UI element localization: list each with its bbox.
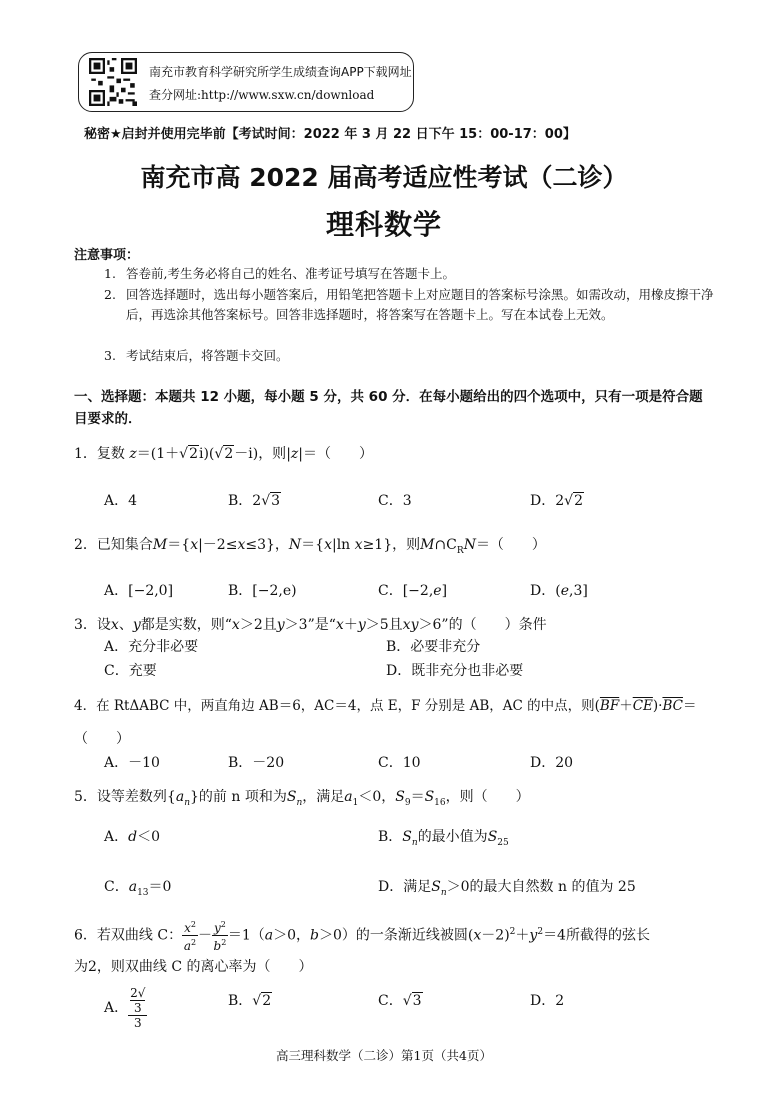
exam-subject: 理科数学 (325, 208, 442, 241)
q1-option-c: C．3 (378, 493, 412, 509)
q4-option-b: B．－20 (228, 755, 285, 771)
q2-option-b: B．[−2,e) (228, 583, 297, 599)
qr-code-icon (89, 58, 137, 106)
q3-option-c: C．充要 (104, 663, 157, 679)
exam-title: 南充市高 2022 届高考适应性考试（二诊） (140, 163, 628, 192)
q1-option-d: D．2√2 (530, 493, 583, 509)
q1-option-b: B．2√3 (228, 493, 281, 509)
q2-option-a: A．[−2,0] (104, 583, 174, 599)
q4-answer-blank: （ ） (74, 731, 130, 747)
score-query-url[interactable]: 查分网址:http://www.sxw.cn/download (149, 88, 375, 102)
q4-option-c: C．10 (378, 755, 421, 771)
q5-option-c: C．$a_{13}=0$ (104, 879, 172, 898)
q5-option-d: D．满足$S_n>0$的最大自然数 n 的值为 25 (378, 879, 636, 898)
q1-option-a: A．4 (104, 493, 138, 509)
q6-option-c: C．√3 (378, 993, 422, 1009)
page-footer: 高三理科数学（二诊）第1页（共4页） (276, 1048, 492, 1063)
q6-option-a: A． 2√ 3 3 (104, 986, 146, 1030)
q4-option-d: D．20 (530, 755, 574, 771)
question-6-line2: 为2，则双曲线 C 的离心率为（ ） (74, 959, 313, 975)
q6-option-d: D．2 (530, 993, 565, 1009)
q3-option-b: B．必要非充分 (386, 639, 481, 655)
exam-time-line: 秘密★启封并使用完毕前【考试时间：2022 年 3 月 22 日下午 15：00-17：00】 (84, 127, 576, 142)
q3-option-d: D．既非充分也非必要 (386, 663, 524, 679)
question-1: 1．复数 z＝(1＋√2i)(√2－i)，则|z|＝（ ） (74, 446, 374, 462)
question-5: 5．设等差数列$\{a_n\}$的前 n 项和为$S_n$，满足$a_1<0$，$S_9=S_{16}$，则（ ） (74, 789, 530, 808)
q4-option-a: A．－10 (104, 755, 160, 771)
question-6: 6．若双曲线 C： $\frac{x^2}{a^2}$ － $\frac{y^2}{b^2}$ ＝1（a＞0，b＞0）的一条渐近线被圆$(x-2)^2+y^2=4$所截得的弦长 (74, 920, 650, 953)
question-3: 3．设x、y都是实数，则“x＞2且y＞3”是“x＋y＞5且xy＞6”的（ ）条件 (74, 617, 547, 633)
question-2: 2．已知集合M＝{x|－2≤x≤3}，N＝{x|ln x≥1}，则$M\cap C_RN=$（ ） (74, 537, 546, 556)
q3-option-a: A．充分非必要 (104, 639, 199, 655)
q5-option-a: A．d＜0 (104, 829, 161, 845)
question-4: 4．在 RtΔABC 中，两直角边 AB＝6，AC＝4，点 E，F 分别是 AB，AC 的中点，则$(\overline{BF}+\overline{CE})\cdot\overline{BC}=$ (74, 698, 697, 714)
qr-info-box (78, 52, 414, 112)
q2-option-c: C．[−2,e] (378, 583, 448, 599)
qr-caption: 南充市教育科学研究所学生成绩查询APP下载网址 (149, 65, 412, 79)
section-one-heading: 一、选择题：本题共 12 小题，每小题 5 分，共 60 分．在每小题给出的四个选项中，只有一项是符合题目要求的． (74, 389, 703, 427)
q5-option-b: B．$S_n$的最小值为$S_{25}$ (378, 829, 509, 848)
q6-option-b: B．√2 (228, 993, 272, 1009)
q2-option-d: D．(e,3] (530, 583, 588, 599)
notes-heading: 注意事项： (74, 248, 140, 263)
